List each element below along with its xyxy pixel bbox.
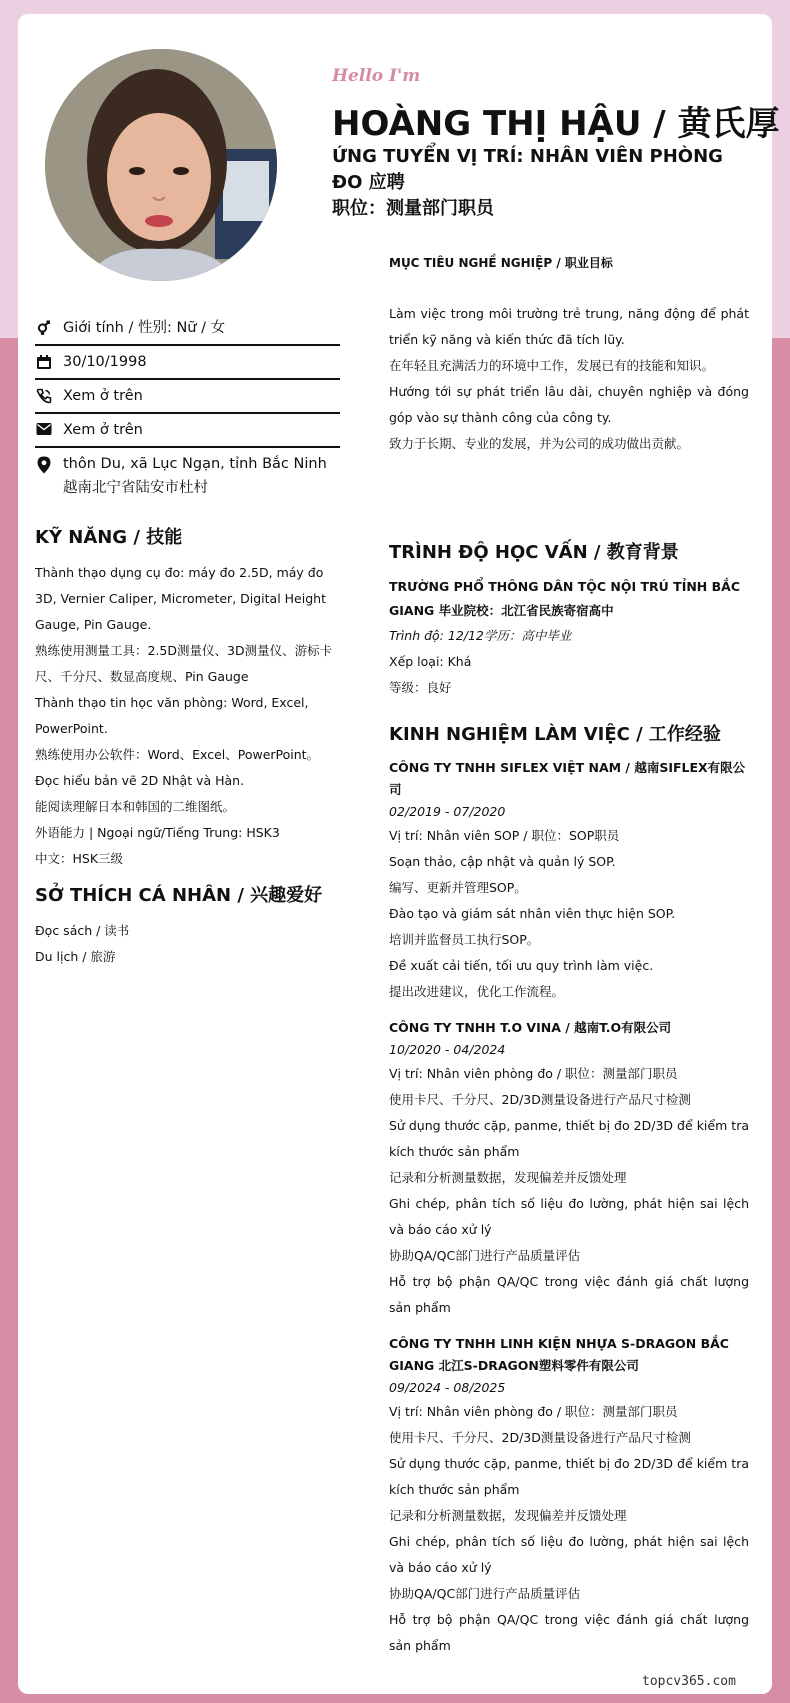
job-item: 协助QA/QC部门进行产品质量评估	[389, 1248, 581, 1263]
hobbies-title: SỞ THÍCH CÁ NHÂN / 兴趣爱好	[35, 885, 323, 906]
skill-item: 熟练使用办公软件：Word、Excel、PowerPoint。	[35, 747, 320, 762]
calendar-icon	[35, 350, 53, 370]
candidate-name: HOÀNG THỊ HẬU / 黄氏厚	[332, 104, 780, 144]
job-entry	[389, 1017, 749, 1321]
job-item: Soạn thảo, cập nhật và quản lý SOP.	[389, 854, 616, 869]
job-date: 02/2019 - 07/2020	[389, 804, 506, 819]
skill-item: Đọc hiểu bản vẽ 2D Nhật và Hàn.	[35, 773, 245, 788]
skills-title: KỸ NĂNG / 技能	[35, 527, 183, 548]
education-level: Trình độ: 12/12学历：高中毕业	[389, 628, 572, 643]
applied-position	[332, 144, 752, 222]
objective-item: 在年轻且充满活力的环境中工作，发展已有的技能和知识。	[389, 358, 715, 373]
job-item: Vị trí: Nhân viên SOP / 职位：SOP职员	[389, 828, 620, 843]
contact-phone	[35, 380, 340, 414]
phone-icon	[35, 384, 53, 404]
education-title: TRÌNH ĐỘ HỌC VẤN / 教育背景	[389, 542, 679, 563]
skill-item: Thành thạo tin học văn phòng: Word, Excel, PowerPoint.	[35, 695, 309, 736]
profile-photo	[45, 49, 277, 281]
skill-item: 外语能力 | Ngoại ngữ/Tiếng Trung: HSK3	[35, 825, 280, 840]
objective-title: MỤC TIÊU NGHỀ NGHIỆP / 职业目标	[389, 256, 613, 270]
contact-gender	[35, 312, 340, 346]
job-item: Vị trí: Nhân viên phòng đo / 职位：测量部门职员	[389, 1404, 678, 1419]
contact-text: 30/10/1998	[63, 354, 147, 370]
contact-email	[35, 414, 340, 448]
job-item: Vị trí: Nhân viên phòng đo / 职位：测量部门职员	[389, 1066, 678, 1081]
education-item: 等级：良好	[389, 680, 452, 695]
job-item: Ghi chép, phân tích số liệu đo lường, phát hiện sai lệch và báo cáo xử lý	[389, 1534, 749, 1575]
job-item: 记录和分析测量数据，发现偏差并反馈处理	[389, 1170, 627, 1185]
skills-list	[35, 560, 340, 872]
contact-text: Xem ở trên	[63, 388, 143, 404]
position-line-2: 职位：测量部门职员	[332, 198, 494, 219]
gender-icon	[35, 316, 53, 336]
right-column	[389, 254, 749, 1659]
contact-text: Xem ở trên	[63, 422, 143, 438]
watermark: topcv365.com	[642, 1674, 736, 1689]
contact-birthday	[35, 346, 340, 380]
contact-text: thôn Du, xã Lục Ngạn, tỉnh Bắc Ninh 越南北宁省陆安市杜村	[63, 456, 327, 496]
contact-info	[35, 312, 340, 504]
education-item: Xếp loại: Khá	[389, 654, 472, 669]
position-line-1: ỨNG TUYỂN VỊ TRÍ: NHÂN VIÊN PHÒNG ĐO 应聘	[332, 146, 723, 193]
skill-item: 能阅读理解日本和韩国的二维图纸。	[35, 799, 236, 814]
job-item: 使用卡尺、千分尺、2D/3D测量设备进行产品尺寸检测	[389, 1092, 691, 1107]
job-item: Ghi chép, phân tích số liệu đo lường, phát hiện sai lệch và báo cáo xử lý	[389, 1196, 749, 1237]
job-date: 09/2024 - 08/2025	[389, 1380, 506, 1395]
contact-text: Giới tính / 性别: Nữ / 女	[63, 320, 226, 336]
location-icon	[35, 452, 53, 474]
experience-title: KINH NGHIỆM LÀM VIỆC / 工作经验	[389, 724, 721, 745]
job-item: Đề xuất cải tiến, tối ưu quy trình làm việc.	[389, 958, 654, 973]
job-entry	[389, 757, 749, 1005]
left-column	[35, 526, 340, 970]
job-item: 协助QA/QC部门进行产品质量评估	[389, 1586, 581, 1601]
job-item: Hỗ trợ bộ phận QA/QC trong việc đánh giá chất lượng sản phẩm	[389, 1612, 749, 1653]
job-date: 10/2020 - 04/2024	[389, 1042, 506, 1057]
job-item: 培训并监督员工执行SOP。	[389, 932, 540, 947]
job-item: 记录和分析测量数据，发现偏差并反馈处理	[389, 1508, 627, 1523]
contact-address	[35, 448, 340, 504]
objective-item: 致力于长期、专业的发展，并为公司的成功做出贡献。	[389, 436, 690, 451]
job-item: Sử dụng thước cặp, panme, thiết bị đo 2D/3D để kiểm tra kích thước sản phẩm	[389, 1456, 749, 1497]
skill-item: 熟练使用测量工具：2.5D测量仪、3D测量仪、游标卡尺、千分尺、数显高度规、Pin Gauge	[35, 643, 333, 684]
job-company: CÔNG TY TNHH T.O VINA / 越南T.O有限公司	[389, 1020, 672, 1035]
job-item: Hỗ trợ bộ phận QA/QC trong việc đánh giá chất lượng sản phẩm	[389, 1274, 749, 1315]
hobby-item: Đọc sách / 读书	[35, 923, 130, 938]
job-company: CÔNG TY TNHH SIFLEX VIỆT NAM / 越南SIFLEX有限公司	[389, 760, 746, 797]
job-item: Sử dụng thước cặp, panme, thiết bị đo 2D/3D để kiểm tra kích thước sản phẩm	[389, 1118, 749, 1159]
skill-item: 中文：HSK三级	[35, 851, 124, 866]
job-item: 编写、更新并管理SOP。	[389, 880, 527, 895]
job-item: 提出改进建议，优化工作流程。	[389, 984, 565, 999]
job-item: Đào tạo và giám sát nhân viên thực hiện SOP.	[389, 906, 676, 921]
email-icon	[35, 418, 53, 436]
job-entry	[389, 1333, 749, 1659]
hello-greeting: Hello I'm	[332, 66, 421, 86]
skill-item: Thành thạo dụng cụ đo: máy đo 2.5D, máy đo 3D, Vernier Caliper, Micrometer, Digital Height Gauge, Pin Gauge.	[35, 565, 326, 632]
hobby-item: Du lịch / 旅游	[35, 949, 116, 964]
objective-item: Làm việc trong môi trường trẻ trung, năng động để phát triển kỹ năng và kiến thức đã tích lũy.	[389, 306, 749, 347]
job-item: 使用卡尺、千分尺、2D/3D测量设备进行产品尺寸检测	[389, 1430, 691, 1445]
job-company: CÔNG TY TNHH LINH KIỆN NHỰA S-DRAGON BẮC GIANG 北江S-DRAGON塑料零件有限公司	[389, 1336, 729, 1373]
school-name: TRƯỜNG PHỔ THÔNG DÂN TỘC NỘI TRÚ TỈNH BẮC GIANG 毕业院校：北江省民族寄宿高中	[389, 579, 740, 618]
objective-item: Hướng tới sự phát triển lâu dài, chuyên nghiệp và đóng góp vào sự thành công của công ty.	[389, 384, 749, 425]
